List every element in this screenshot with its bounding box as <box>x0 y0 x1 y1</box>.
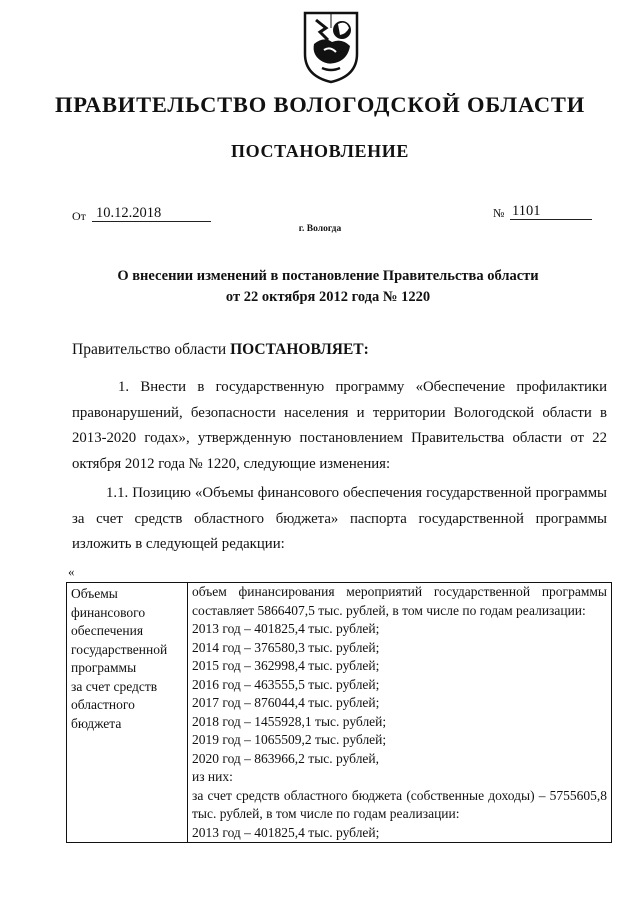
intro-line <box>72 341 369 359</box>
label-line: обеспечения <box>71 623 144 638</box>
open-quote: « <box>68 564 75 579</box>
document-number: 1101 <box>510 203 592 220</box>
subject-line-2: от 22 октября 2012 года № 1220 <box>225 289 431 305</box>
label-line: Объемы <box>71 586 118 601</box>
table-row <box>67 583 612 843</box>
label-line: бюджета <box>71 715 122 731</box>
date-prefix: От <box>72 209 86 223</box>
label-line: областного <box>71 697 135 712</box>
financing-table <box>66 582 612 843</box>
document-date: 10.12.2018 <box>92 205 211 222</box>
document-subject <box>0 266 640 308</box>
of-them-line: из них: <box>192 769 233 784</box>
financing-values-cell <box>188 583 612 843</box>
document-type: ПОСТАНОВЛЕНИЕ <box>231 141 409 161</box>
year-line: 2019 год – 1065509,2 тыс. рублей; <box>192 732 387 747</box>
year-line: 2013 год – 401825,4 тыс. рублей; <box>192 621 380 636</box>
label-line: программы <box>71 660 137 675</box>
number-prefix: № <box>493 206 505 220</box>
label-line: государственной <box>71 641 168 657</box>
government-title: ПРАВИТЕЛЬСТВО ВОЛОГОДСКОЙ ОБЛАСТИ <box>54 92 586 117</box>
year-line: 2016 год – 463555,5 тыс. рублей; <box>192 676 380 692</box>
city-label: г. Вологда <box>298 224 342 234</box>
year-line: 2013 год – 401825,4 тыс. рублей; <box>192 824 380 840</box>
regional-budget-summary: за счет средств областного бюджета (собственные доходы) – 5755605,8 тыс. рублей, в том числе по годам реализации: <box>192 787 607 821</box>
subject-line-1: О внесении изменений в постановление Правительства области <box>117 268 539 284</box>
paragraph-1: 1. Внести в государственную программу «Обеспечение профилактики правонарушений, безопасности населения и территории Вологодской области в 2013-2020 годах», утвержденную постановлением Правительства области от 22 октября 2012 года № 1220, следующие изменения: <box>72 379 607 472</box>
label-line: финансового <box>71 604 146 620</box>
year-line: 2020 год – 863966,2 тыс. рублей, <box>192 750 380 766</box>
label-line: за счет средств <box>71 678 158 694</box>
paragraph-1-1: 1.1. Позицию «Объемы финансового обеспечения государственной программы за счет средств областного бюджета» паспорта государственной программы изложить в следующей редакции: <box>72 485 607 552</box>
intro-text: Правительство области <box>72 341 231 358</box>
position-label-cell <box>67 583 188 843</box>
intro-decree-word: ПОСТАНОВЛЯЕТ: <box>230 341 369 358</box>
financing-summary: объем финансирования мероприятий государственной программы составляет 5866407,5 тыс. рублей, в том числе по годам реализации: <box>192 584 607 618</box>
year-line: 2015 год – 362998,4 тыс. рублей; <box>192 658 380 673</box>
year-line: 2014 год – 376580,3 тыс. рублей; <box>192 639 380 655</box>
year-line: 2018 год – 1455928,1 тыс. рублей; <box>192 713 387 729</box>
coat-of-arms-emblem <box>302 10 360 84</box>
year-line: 2017 год – 876044,4 тыс. рублей; <box>192 695 380 710</box>
